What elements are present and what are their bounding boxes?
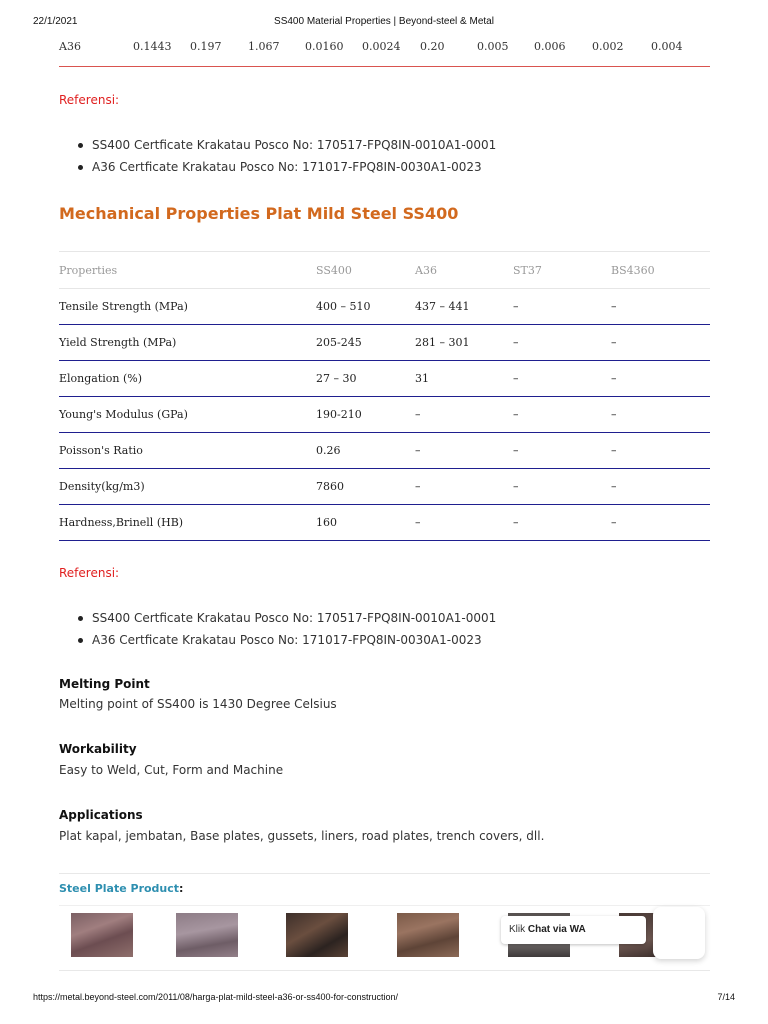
print-page-title: SS400 Material Properties | Beyond-steel & Metal xyxy=(274,16,494,27)
product-thumbnail[interactable] xyxy=(286,913,348,957)
references-list xyxy=(59,134,710,178)
table-cell: 437 – 441 xyxy=(415,289,513,325)
table-cell: 400 – 510 xyxy=(316,289,415,325)
table-cell: Density(kg/m3) xyxy=(59,469,316,505)
table-cell: – xyxy=(513,433,611,469)
page-number: 7/14 xyxy=(717,992,735,1002)
table-row xyxy=(59,469,710,505)
column-header: ST37 xyxy=(513,252,611,289)
table-row xyxy=(59,361,710,397)
table-row xyxy=(59,433,710,469)
chem-row-value: 0.004 xyxy=(651,40,683,53)
table-cell: – xyxy=(611,361,710,397)
chat-label: Chat via WA xyxy=(527,924,586,935)
table-cell: 7860 xyxy=(316,469,415,505)
table-cell: – xyxy=(415,505,513,541)
column-header: SS400 xyxy=(316,252,415,289)
table-cell: Hardness,Brinell (HB) xyxy=(59,505,316,541)
applications-heading: Applications xyxy=(59,808,143,822)
reference-item: SS400 Certficate Krakatau Posco No: 170517-FPQ8IN-0010A1-0001 xyxy=(59,607,710,629)
table-row xyxy=(59,289,710,325)
table-row xyxy=(59,397,710,433)
table-cell: Tensile Strength (MPa) xyxy=(59,289,316,325)
table-cell: 160 xyxy=(316,505,415,541)
table-cell: 281 – 301 xyxy=(415,325,513,361)
table-cell: – xyxy=(513,397,611,433)
references-list xyxy=(59,607,710,651)
table-row xyxy=(59,505,710,541)
table-cell: 27 – 30 xyxy=(316,361,415,397)
table-cell: 31 xyxy=(415,361,513,397)
column-header: Properties xyxy=(59,252,316,289)
print-date: 22/1/2021 xyxy=(33,16,78,27)
table-cell: – xyxy=(513,469,611,505)
print-url: https://metal.beyond-steel.com/2011/08/harga-plat-mild-steel-a36-or-ss400-for-construction/ xyxy=(33,992,399,1002)
table-cell: – xyxy=(513,325,611,361)
table-cell: 205-245 xyxy=(316,325,415,361)
table-cell: Young's Modulus (GPa) xyxy=(59,397,316,433)
table-cell: – xyxy=(415,469,513,505)
workability-text: Easy to Weld, Cut, Form and Machine xyxy=(59,763,284,777)
divider xyxy=(59,66,710,67)
reference-item: SS400 Certficate Krakatau Posco No: 170517-FPQ8IN-0010A1-0001 xyxy=(59,134,710,156)
table-cell: 190-210 xyxy=(316,397,415,433)
table-cell: Yield Strength (MPa) xyxy=(59,325,316,361)
melting-point-heading: Melting Point xyxy=(59,677,150,691)
chemical-composition-row xyxy=(59,40,710,58)
divider xyxy=(59,970,710,971)
table-cell: – xyxy=(513,289,611,325)
table-cell: 0.26 xyxy=(316,433,415,469)
melting-point-text: Melting point of SS400 is 1430 Degree Celsius xyxy=(59,697,337,711)
reference-item: A36 Certficate Krakatau Posco No: 171017-FPQ8IN-0030A1-0023 xyxy=(59,156,710,178)
chem-row-value: 0.005 xyxy=(477,40,509,53)
chat-via-wa-button[interactable] xyxy=(501,916,646,944)
table-cell: – xyxy=(513,505,611,541)
references-label: Referensi: xyxy=(59,93,120,107)
table-cell: – xyxy=(611,469,710,505)
chem-row-value: 0.197 xyxy=(190,40,222,53)
table-cell: – xyxy=(611,325,710,361)
table-cell: – xyxy=(415,433,513,469)
chat-prefix: Klik xyxy=(509,924,526,935)
steel-plate-product-link[interactable] xyxy=(59,882,183,895)
table-cell: Poisson's Ratio xyxy=(59,433,316,469)
column-header: A36 xyxy=(415,252,513,289)
chem-row-grade: A36 xyxy=(59,40,81,53)
print-header xyxy=(0,16,768,32)
references-label: Referensi: xyxy=(59,566,120,580)
divider xyxy=(59,873,710,874)
chem-row-value: 0.0024 xyxy=(362,40,401,53)
chem-row-value: 0.0160 xyxy=(305,40,344,53)
product-thumbnail[interactable] xyxy=(71,913,133,957)
chem-row-value: 0.20 xyxy=(420,40,445,53)
product-thumbnail[interactable] xyxy=(176,913,238,957)
table-cell: – xyxy=(611,289,710,325)
table-cell: – xyxy=(611,505,710,541)
reference-item: A36 Certficate Krakatau Posco No: 171017-FPQ8IN-0030A1-0023 xyxy=(59,629,710,651)
table-cell: – xyxy=(415,397,513,433)
applications-text: Plat kapal, jembatan, Base plates, gussets, liners, road plates, trench covers, dll. xyxy=(59,829,545,843)
table-cell: – xyxy=(611,397,710,433)
section-title: Mechanical Properties Plat Mild Steel SS400 xyxy=(59,204,459,223)
chem-row-value: 0.002 xyxy=(592,40,624,53)
product-label-colon: : xyxy=(179,882,184,895)
chem-row-value: 0.006 xyxy=(534,40,566,53)
column-header: BS4360 xyxy=(611,252,710,289)
table-cell: – xyxy=(513,361,611,397)
table-header-row xyxy=(59,252,710,289)
product-label-text: Steel Plate Product xyxy=(59,882,180,895)
product-thumbnail[interactable] xyxy=(397,913,459,957)
chem-row-value: 1.067 xyxy=(248,40,280,53)
mechanical-properties-table xyxy=(59,251,710,541)
print-footer xyxy=(0,992,768,1008)
divider xyxy=(59,905,710,906)
table-cell: Elongation (%) xyxy=(59,361,316,397)
chat-bubble-button[interactable] xyxy=(653,907,705,959)
table-cell: – xyxy=(611,433,710,469)
chem-row-value: 0.1443 xyxy=(133,40,172,53)
table-row xyxy=(59,325,710,361)
workability-heading: Workability xyxy=(59,742,137,756)
